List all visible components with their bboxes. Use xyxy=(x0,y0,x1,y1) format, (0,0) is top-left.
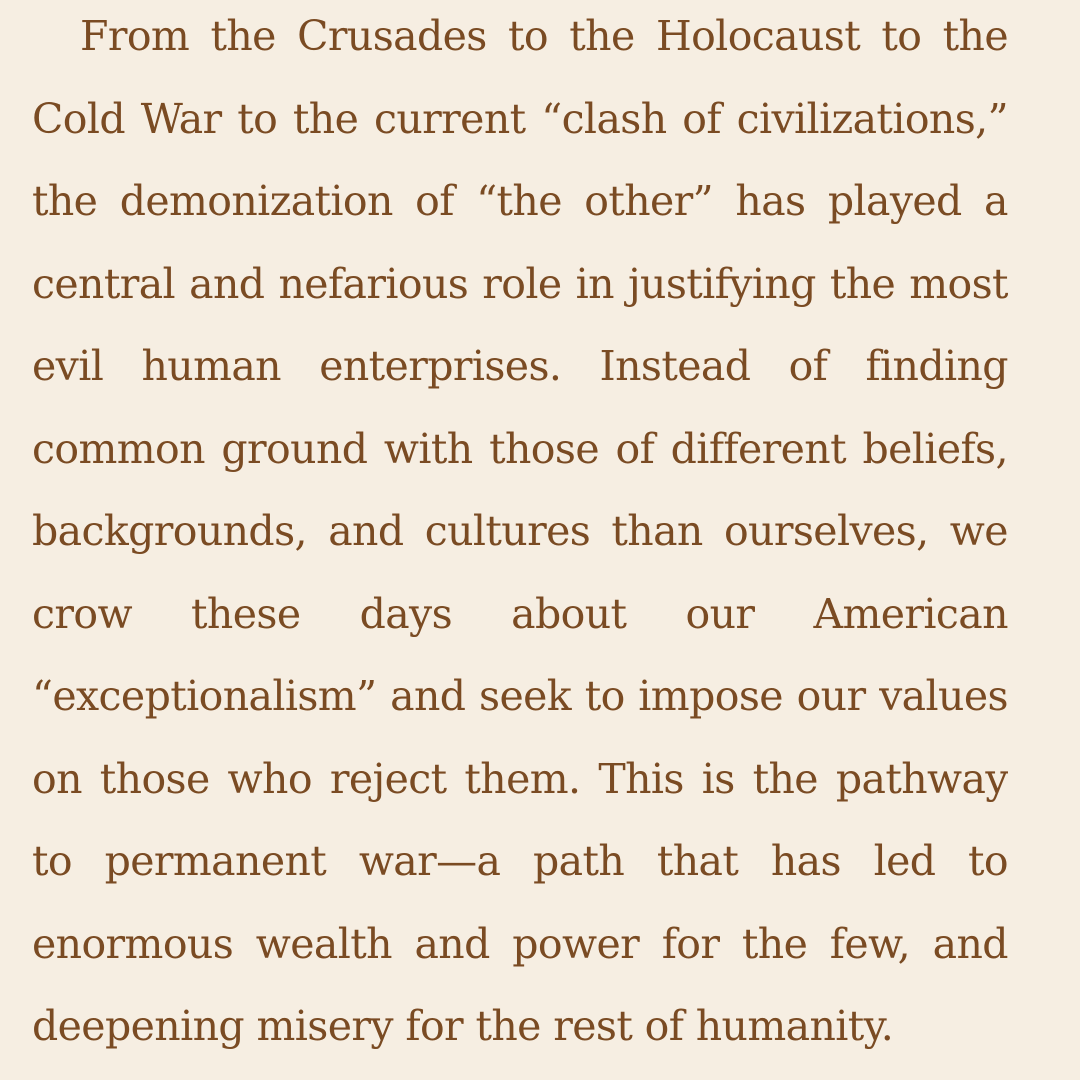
word: those xyxy=(99,755,210,803)
word: wealth xyxy=(255,920,392,968)
word: war—a xyxy=(358,837,501,885)
word: led xyxy=(873,837,936,885)
word: cultures xyxy=(424,507,591,555)
word: and xyxy=(390,672,466,720)
word: to xyxy=(237,95,278,143)
word: ground xyxy=(221,425,368,473)
word: who xyxy=(227,755,312,803)
word: finding xyxy=(865,342,1008,390)
word: human xyxy=(141,342,281,390)
word: seek xyxy=(479,672,572,720)
word: is xyxy=(701,755,735,803)
word: “the xyxy=(476,177,562,225)
word: common xyxy=(32,425,205,473)
word: to xyxy=(881,12,922,60)
word: the xyxy=(32,177,98,225)
word: power xyxy=(512,920,640,968)
word: American xyxy=(813,590,1008,638)
word: we xyxy=(949,507,1008,555)
word: to xyxy=(968,837,1008,885)
word: Crusades xyxy=(297,12,487,60)
word: Holocaust xyxy=(655,12,861,60)
text-line xyxy=(32,666,1008,726)
word: the xyxy=(829,260,896,308)
word: reject xyxy=(329,755,447,803)
word: current xyxy=(373,95,526,143)
word: played xyxy=(827,177,962,225)
word: days xyxy=(359,590,453,638)
word: in xyxy=(575,260,614,308)
word: most xyxy=(909,260,1008,308)
word: enormous xyxy=(32,920,234,968)
word: to xyxy=(584,672,625,720)
text-line xyxy=(32,831,1008,891)
word: the xyxy=(210,12,276,60)
text-line xyxy=(32,419,1008,479)
text-line xyxy=(32,749,1008,809)
word: crow xyxy=(32,590,132,638)
word: the xyxy=(569,12,635,60)
word: for xyxy=(661,920,720,968)
word: other” xyxy=(584,177,714,225)
word: This xyxy=(598,755,684,803)
word: justifying xyxy=(627,260,816,308)
word: War xyxy=(140,95,222,143)
word: and xyxy=(414,920,490,968)
word: that xyxy=(656,837,739,885)
word: demonization xyxy=(119,177,393,225)
word: central xyxy=(32,260,176,308)
word: different xyxy=(670,425,846,473)
word: of xyxy=(615,425,655,473)
text-line xyxy=(32,501,1008,561)
word: about xyxy=(511,590,627,638)
word: a xyxy=(984,177,1008,225)
word: Cold xyxy=(32,95,126,143)
word: impose xyxy=(638,672,783,720)
text-line xyxy=(32,584,1008,644)
text-line xyxy=(32,171,1008,231)
word: of xyxy=(415,177,454,225)
word: pathway xyxy=(835,755,1008,803)
word: the xyxy=(942,12,1008,60)
word: beliefs, xyxy=(862,425,1008,473)
word: of xyxy=(788,342,828,390)
word: permanent xyxy=(104,837,327,885)
word: to xyxy=(32,837,72,885)
word: From xyxy=(80,12,190,60)
text-line xyxy=(32,89,1008,149)
word: than xyxy=(611,507,703,555)
text-line xyxy=(32,254,1008,314)
word: role xyxy=(482,260,562,308)
word: enterprises. xyxy=(319,342,562,390)
word: them. xyxy=(464,755,581,803)
word: on xyxy=(32,755,82,803)
word: with xyxy=(383,425,473,473)
word: and xyxy=(932,920,1008,968)
word: backgrounds, xyxy=(32,507,307,555)
word: our xyxy=(796,672,866,720)
word: the xyxy=(741,920,808,968)
word: evil xyxy=(32,342,104,390)
word: few, xyxy=(829,920,911,968)
word: the xyxy=(292,95,359,143)
word: ourselves, xyxy=(723,507,929,555)
word: has xyxy=(770,837,841,885)
word: Instead xyxy=(599,342,751,390)
word: values xyxy=(879,672,1008,720)
word: those xyxy=(489,425,599,473)
word: these xyxy=(191,590,301,638)
text-line xyxy=(32,336,1008,396)
word: and xyxy=(189,260,265,308)
word: and xyxy=(328,507,404,555)
word: nefarious xyxy=(278,260,469,308)
word: our xyxy=(685,590,755,638)
text-line: deepening misery for the rest of humanity. xyxy=(32,1002,894,1050)
word: path xyxy=(533,837,625,885)
word: to xyxy=(508,12,549,60)
word: civilizations,” xyxy=(736,95,1008,143)
word: the xyxy=(752,755,818,803)
word: “exceptionalism” xyxy=(32,672,377,720)
text-line xyxy=(80,6,1008,66)
word: of xyxy=(682,95,721,143)
word: “clash xyxy=(541,95,667,143)
word: has xyxy=(735,177,806,225)
text-line xyxy=(32,914,1008,974)
